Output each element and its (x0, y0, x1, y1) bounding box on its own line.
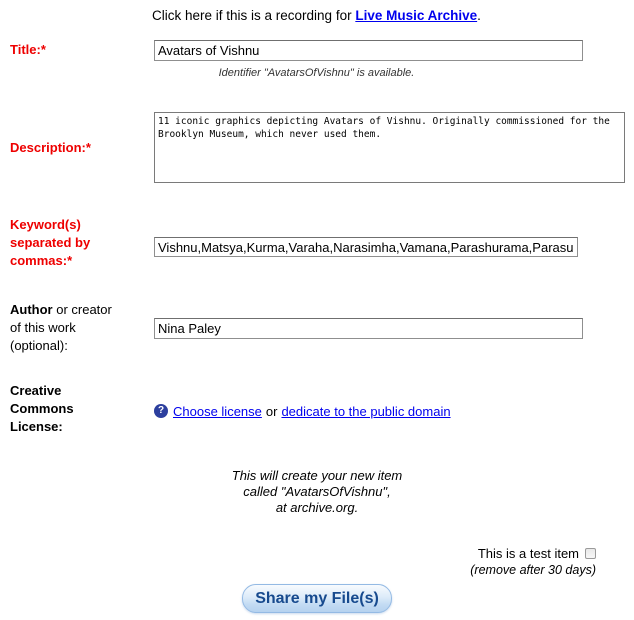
description-label: Description:* (10, 140, 91, 155)
test-item-checkbox[interactable] (585, 548, 596, 559)
share-files-button[interactable]: Share my File(s) (242, 584, 392, 613)
test-item-label: This is a test item (477, 546, 579, 561)
title-input[interactable] (154, 40, 583, 61)
license-links-separator: or (265, 403, 278, 419)
help-question-icon[interactable]: ? (154, 404, 168, 418)
test-item-sub-label: (remove after 30 days) (470, 563, 596, 577)
live-music-archive-link[interactable]: Live Music Archive (355, 8, 478, 23)
author-label-rest: or creator (52, 302, 112, 317)
keywords-label-line1: Keyword(s) (10, 217, 81, 232)
license-label (10, 382, 74, 436)
author-input[interactable] (154, 318, 583, 339)
dedicate-public-domain-link[interactable]: dedicate to the public domain (281, 403, 451, 419)
identifier-availability-note: Identifier "AvatarsOfVishnu" is available. (218, 67, 415, 79)
title-label: Title:* (10, 42, 46, 57)
license-label-line2: Commons (10, 401, 74, 416)
license-label-line3: License: (10, 419, 63, 434)
keywords-input[interactable] (154, 237, 578, 257)
author-label (10, 301, 112, 355)
lma-note-suffix: . (477, 8, 481, 23)
choose-license-link[interactable]: Choose license (173, 403, 262, 419)
create-note-line3: at archive.org. (275, 500, 359, 515)
author-label-bold: Author (10, 302, 53, 317)
author-label-line3: (optional): (10, 338, 68, 353)
keywords-label-line3: commas:* (10, 253, 73, 268)
keywords-label (10, 216, 90, 270)
lma-note (152, 7, 481, 25)
lma-note-prefix: Click here if this is a recording for (152, 8, 356, 23)
license-links-row (154, 402, 451, 420)
create-note-line1: This will create your new item (231, 468, 403, 483)
test-item-block (420, 546, 596, 578)
create-note-line2: called "AvatarsOfVishnu", (243, 484, 391, 499)
create-item-note (154, 468, 480, 516)
author-label-line2: of this work (10, 320, 76, 335)
license-label-line1: Creative (10, 383, 62, 398)
description-textarea[interactable] (154, 112, 625, 183)
keywords-label-line2: separated by (10, 235, 91, 250)
